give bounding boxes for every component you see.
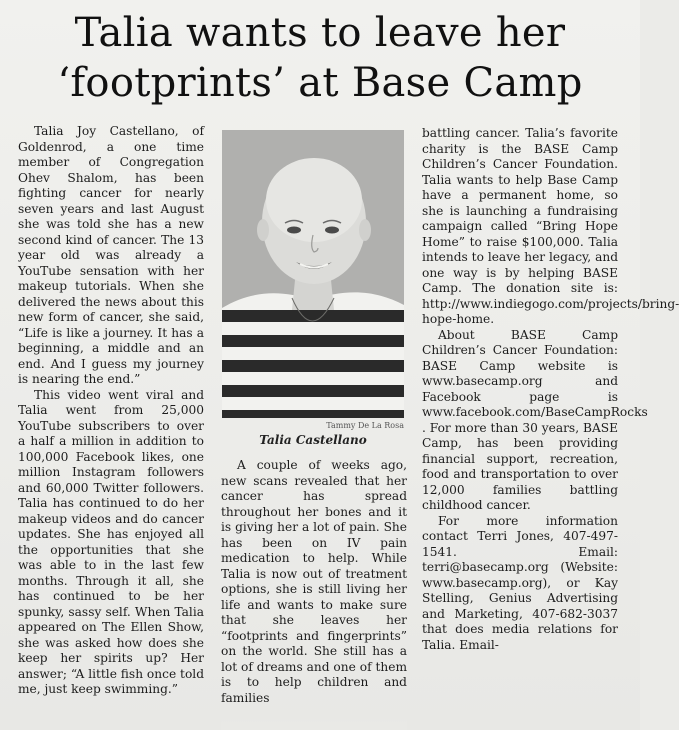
paragraph: A couple of weeks ago, new scans revealed that her cancer has spread throughout her bones and it is giving her a lot of pain. She has been on IV pain medication to help. While Talia is now out of treatment options, she is still living her life and wants to make sure that she leaves her “footprints and fingerprints” on the world. She still has a lot of dreams and one of them is to help children and families (221, 458, 407, 705)
paragraph: This video went viral and Talia went from 25,000 YouTube subscribers to over a half a million in addition to 100,000 Facebook likes, one million Instagram followers and 60,000 Twitter followers. Talia has continued to do her makeup videos and do cancer updates. She has enjoyed all the opportunities that she was able to in the last few months. Through it all, she has continued to be her spunky, sassy self. When Talia appeared on The Ellen Show, she was asked how does she keep her spirits up? Her answer; “A little fish once told me, just keep swimming.” (18, 387, 204, 696)
paragraph: Talia Joy Castellano, of Goldenrod, a one time member of Congregation Ohev Shalom, has been fighting cancer for nearly seven years and last August she was told she has a new second kind of cancer. The 13 year old was already a YouTube sensation with her makeup tutorials. When she delivered the news about this new form of cancer, she said, “Life is like a journey. It has a beginning, a middle and an end. And I guess my journey is nearing the end.” (18, 124, 204, 386)
article-column-2 (221, 458, 407, 706)
photo-credit: Tammy De La Rosa (326, 421, 404, 430)
article-column-1 (18, 124, 204, 698)
paragraph: battling cancer. Talia’s favorite charity is the BASE Camp Children’s Cancer Foundation. Talia wants to help Base Camp have a permanent home, so she is launching a fundraising campaign called “Bring Hope Home” to raise $100,000. Talia intends to leave her legacy, and one way is by helping BASE Camp. The donation site is: http://www.indiegogo.com/projects/bring-hope-home. (422, 126, 679, 326)
article-column-3 (422, 126, 679, 653)
paragraph: For more information contact Terri Jones, 407-497-1541. Email: terri@basecamp.org (Website: www.basecamp.org), or Kay Stelling, Genius Advertising and Marketing, 407-682-3037 that does media relations for Talia. Email- (422, 513, 618, 652)
headline (12, 8, 628, 108)
portrait-photo (222, 130, 404, 418)
photo-caption: Talia Castellano (259, 433, 367, 447)
portrait-image (222, 130, 404, 418)
clipping-edge (221, 716, 407, 730)
paragraph: About BASE Camp Children’s Cancer Foundation: BASE Camp website is www.basecamp.org and Facebook page is www.facebook.com/BaseCampRocks . For more than 30 years, BASE Camp, has been providing financial support, recreation, food and transportation to over 12,000 families battling childhood cancer. (422, 327, 648, 512)
headline-line-1: Talia wants to leave her (74, 10, 566, 56)
headline-line-2: ‘footprints’ at Base Camp (57, 60, 583, 106)
